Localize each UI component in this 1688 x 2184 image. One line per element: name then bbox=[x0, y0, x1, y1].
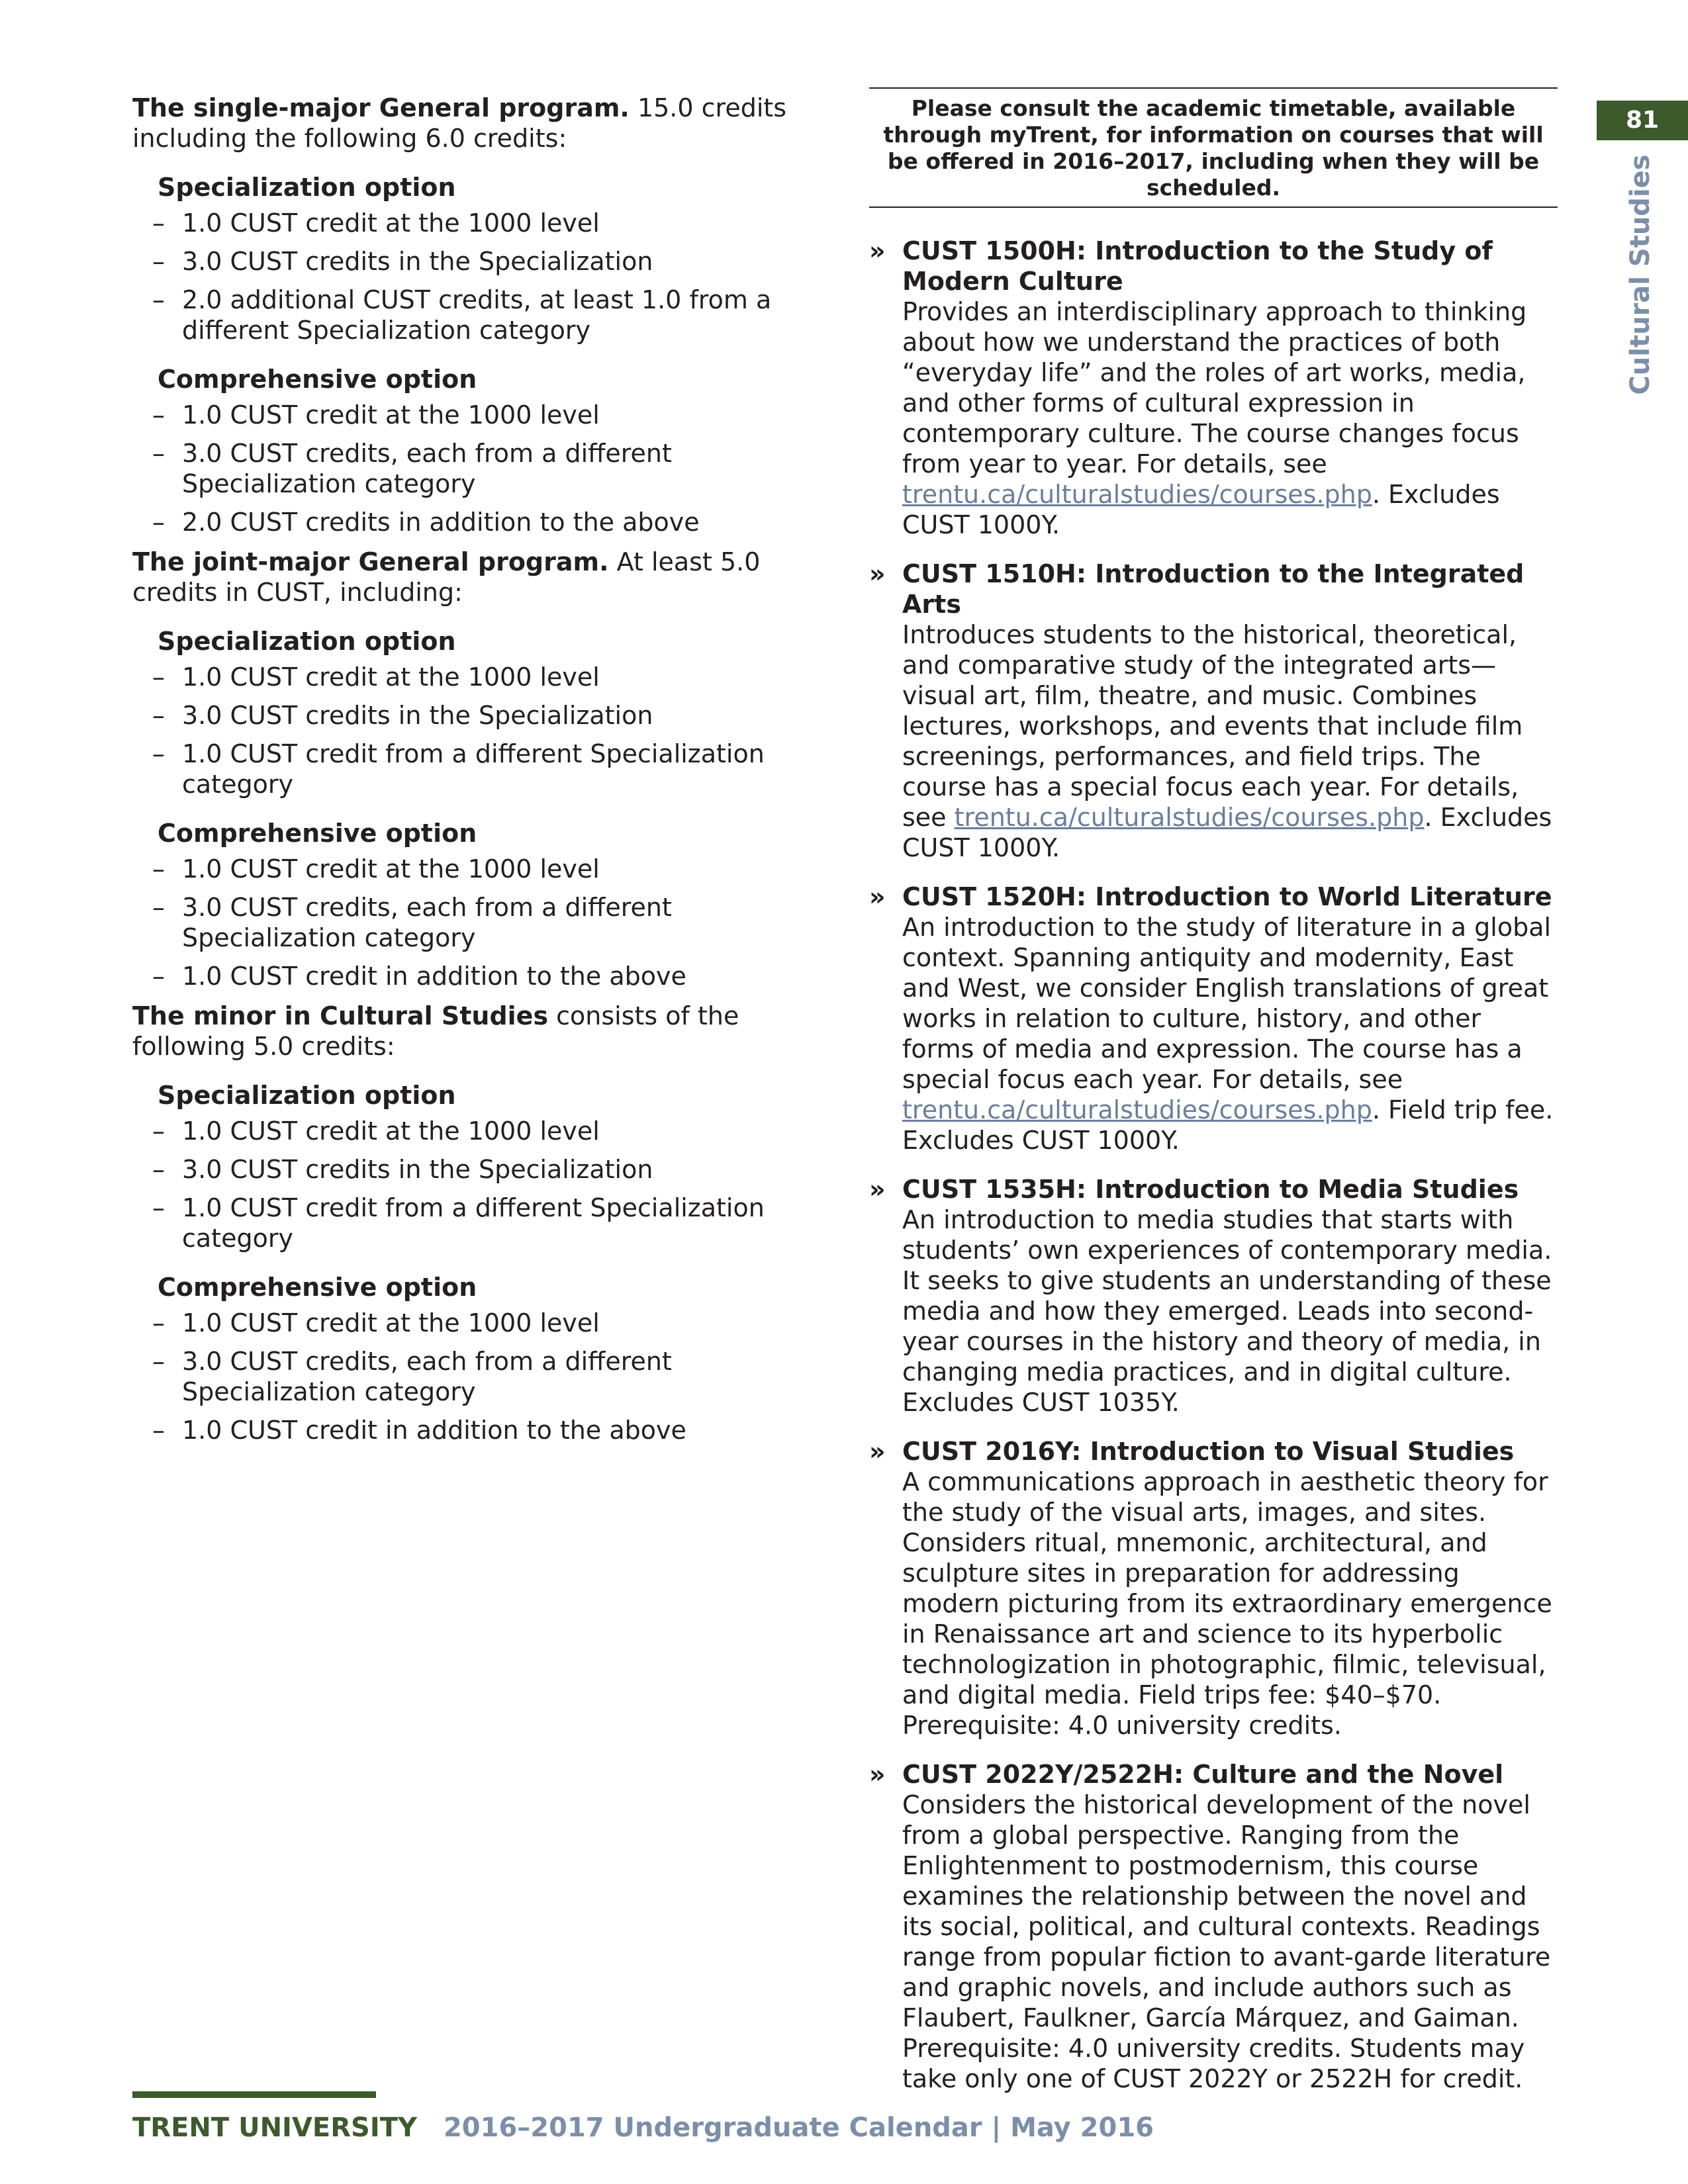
footer-calendar: 2016–2017 Undergraduate Calendar | May 2016 bbox=[443, 2113, 1154, 2143]
single-major-comprehensive-list bbox=[132, 400, 821, 537]
joint-major-comprehensive-heading: Comprehensive option bbox=[158, 819, 477, 848]
minor-intro: The minor in Cultural Studies consists of the following 5.0 credits: bbox=[132, 1001, 739, 1061]
list-item: – 1.0 CUST credit at the 1000 level bbox=[152, 208, 600, 238]
list-item: – 3.0 CUST credits in the Specialization bbox=[152, 701, 653, 730]
footer-rule bbox=[132, 2091, 376, 2098]
course-description: A communications approach in aesthetic theory for the study of the visual arts, images, and sites. Considers ritual, mnemonic, architectural, and sculpture sites in preparation for addressing modern picturing from its extraordinary emergence in Renaissance art and science to its hyperbolic technologization in photographic, filmic, televisual, and digital media. Field trips fee: $40–$70. Prerequisite: 4.0 university credits. bbox=[902, 1467, 1552, 1740]
list-item: – 1.0 CUST credit from a different Specialization category bbox=[152, 1193, 765, 1253]
course-link[interactable]: trentu.ca/culturalstudies/courses.php bbox=[954, 803, 1425, 832]
list-item: – 1.0 CUST credit at the 1000 level bbox=[152, 854, 600, 884]
course-entry: » CUST 1520H: Introduction to World Literature An introduction to the study of literature in a global context. Spanning antiquity and modernity, East and West, we consider English translations of great works in relation to culture, history, and other forms of media and expression. The course has a special focus each year. For details, see trentu.ca/culturalstudies/courses.php. Field trip fee. Excludes CUST 1000Y. bbox=[869, 882, 1558, 1156]
minor-comprehensive-list bbox=[132, 1308, 821, 1445]
chevron-icon: » bbox=[869, 882, 886, 911]
timetable-notice: Please consult the academic timetable, available through myTrent, for information on courses that will be offered in 2016–2017, including when they will be scheduled. bbox=[869, 87, 1558, 208]
joint-major-specialization-list bbox=[132, 662, 821, 799]
chevron-icon: » bbox=[869, 1760, 886, 1789]
footer bbox=[132, 2111, 1154, 2144]
list-item: – 1.0 CUST credit in addition to the above bbox=[152, 1416, 686, 1445]
single-major-comprehensive-heading: Comprehensive option bbox=[158, 365, 477, 394]
list-item: – 2.0 additional CUST credits, at least 1.0 from a different Specialization category bbox=[152, 285, 772, 345]
joint-major-specialization-heading: Specialization option bbox=[158, 627, 456, 656]
section-label: Cultural Studies bbox=[1625, 154, 1656, 395]
course-title: CUST 2022Y/2522H: Culture and the Novel bbox=[902, 1760, 1504, 1789]
list-item: – 1.0 CUST credit from a different Specialization category bbox=[152, 739, 765, 799]
course-entry: » CUST 1500H: Introduction to the Study of Modern Culture Provides an interdisciplinary approach to thinking about how we understand the practices of both “everyday life” and the roles of art works, media, and other forms of cultural expression in contemporary culture. The course changes focus from year to year. For details, see trentu.ca/culturalstudies/courses.php. Excludes CUST 1000Y. bbox=[869, 236, 1558, 540]
list-item: – 3.0 CUST credits in the Specialization bbox=[152, 1155, 653, 1184]
list-item: – 3.0 CUST credits in the Specialization bbox=[152, 247, 653, 276]
right-column bbox=[869, 87, 1558, 2113]
list-item: – 3.0 CUST credits, each from a different Specialization category bbox=[152, 893, 672, 952]
page-number: 81 bbox=[1597, 101, 1688, 140]
joint-major-comprehensive-list bbox=[132, 854, 821, 991]
list-item: – 1.0 CUST credit at the 1000 level bbox=[152, 662, 600, 692]
course-entry: » CUST 1510H: Introduction to the Integrated Arts Introduces students to the historical, theoretical, and comparative study of the integrated arts—visual art, film, theatre, and music. Combines lectures, workshops, and events that include film screenings, performances, and field trips. The course has a special focus each year. For details, see trentu.ca/culturalstudies/courses.php. Excludes CUST 1000Y. bbox=[869, 559, 1558, 863]
list-item: – 1.0 CUST credit at the 1000 level bbox=[152, 1308, 600, 1338]
course-entry bbox=[869, 1174, 1558, 1418]
list-item: – 1.0 CUST credit at the 1000 level bbox=[152, 1116, 600, 1146]
chevron-icon: » bbox=[869, 1175, 886, 1204]
single-major-specialization-list bbox=[132, 208, 821, 345]
course-entry bbox=[869, 1436, 1558, 1741]
course-title: CUST 1500H: Introduction to the Study of Modern Culture bbox=[902, 236, 1493, 296]
course-title: CUST 1520H: Introduction to World Literature bbox=[902, 882, 1552, 911]
course-description: Considers the historical development of the novel from a global perspective. Ranging from the Enlightenment to postmodernism, this course examines the relationship between the novel and its social, political, and cultural contexts. Readings range from popular fiction to avant-garde literature and graphic novels, and include authors such as Flaubert, Faulkner, García Márquez, and Gaiman. Prerequisite: 4.0 university credits. Students may take only one of CUST 2022Y or 2522H for credit. bbox=[902, 1790, 1551, 2093]
single-major-specialization-heading: Specialization option bbox=[158, 173, 456, 202]
list-item: – 1.0 CUST credit at the 1000 level bbox=[152, 400, 600, 430]
single-major-intro: The single-major General program. 15.0 credits including the following 6.0 credits: bbox=[132, 93, 787, 153]
course-link[interactable]: trentu.ca/culturalstudies/courses.php bbox=[902, 480, 1372, 509]
minor-specialization-heading: Specialization option bbox=[158, 1081, 456, 1110]
left-column bbox=[132, 93, 821, 1455]
joint-major-heading: The joint-major General program. bbox=[132, 547, 609, 576]
chevron-icon: » bbox=[869, 1437, 886, 1466]
course-description: An introduction to media studies that starts with students’ own experiences of contemporary media. It seeks to give students an understanding of these media and how they emerged. Leads into second-year courses in the history and theory of media, in changing media practices, and in digital culture. Excludes CUST 1035Y. bbox=[902, 1205, 1552, 1417]
minor-heading: The minor in Cultural Studies bbox=[132, 1001, 549, 1030]
list-item: – 2.0 CUST credits in addition to the above bbox=[152, 508, 700, 537]
course-title: CUST 1535H: Introduction to Media Studies bbox=[902, 1175, 1519, 1204]
minor-comprehensive-heading: Comprehensive option bbox=[158, 1273, 477, 1302]
chevron-icon: » bbox=[869, 236, 886, 265]
course-entry bbox=[869, 1759, 1558, 2094]
list-item: – 3.0 CUST credits, each from a different Specialization category bbox=[152, 1347, 672, 1406]
chevron-icon: » bbox=[869, 559, 886, 588]
list-item: – 1.0 CUST credit in addition to the above bbox=[152, 962, 686, 991]
course-title: CUST 1510H: Introduction to the Integrated Arts bbox=[902, 559, 1524, 619]
single-major-heading: The single-major General program. bbox=[132, 93, 630, 122]
course-link[interactable]: trentu.ca/culturalstudies/courses.php bbox=[902, 1095, 1372, 1124]
course-description: Introduces students to the historical, theoretical, and comparative study of the integrated arts—visual art, film, theatre, and music. Combines lectures, workshops, and events that include film screenings, performances, and field trips. The course has a special focus each year. For details, see bbox=[902, 620, 1523, 832]
course-description: Provides an interdisciplinary approach to thinking about how we understand the practices of both “everyday life” and the roles of art works, media, and other forms of cultural expression in contemporary culture. The course changes focus from year to year. For details, see bbox=[902, 297, 1527, 478]
list-item: – 3.0 CUST credits, each from a different Specialization category bbox=[152, 439, 672, 498]
minor-specialization-list bbox=[132, 1116, 821, 1253]
course-description: An introduction to the study of literature in a global context. Spanning antiquity and modernity, East and West, we consider English translations of great works in relation to culture, history, and other forms of media and expression. The course has a special focus each year. For details, see bbox=[902, 913, 1552, 1094]
course-title: CUST 2016Y: Introduction to Visual Studies bbox=[902, 1437, 1515, 1466]
joint-major-intro: The joint-major General program. At least 5.0 credits in CUST, including: bbox=[132, 547, 761, 607]
footer-university: TRENT UNIVERSITY bbox=[132, 2113, 417, 2143]
